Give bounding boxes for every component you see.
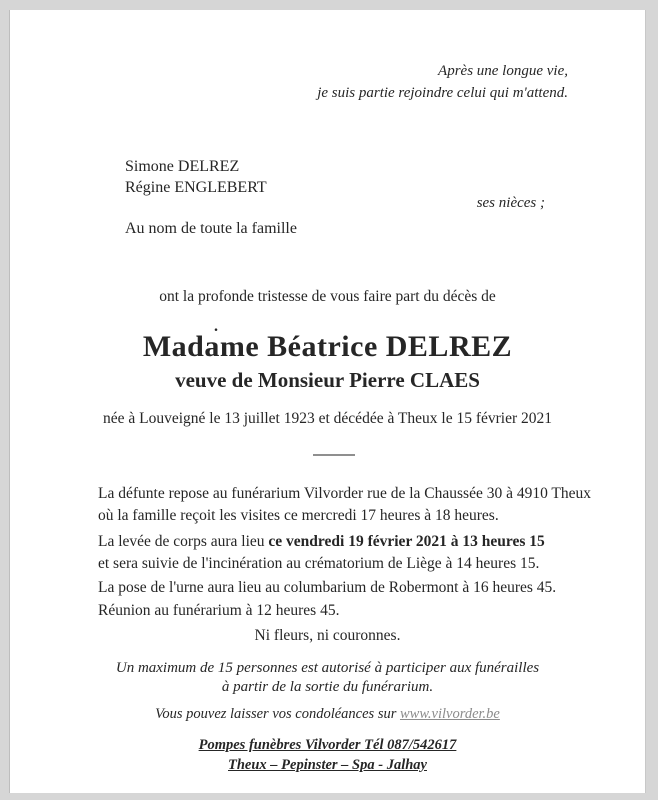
covid-notice-line-2: à partir de la sortie du funérarium. <box>221 679 434 695</box>
relation-label: ses nièces ; <box>476 195 545 211</box>
levee-datetime: ce vendredi 19 février 2021 à 13 heures 15 <box>268 533 545 550</box>
section-divider <box>313 454 355 456</box>
funeral-home-block <box>10 735 645 775</box>
announcement-intro: ont la profonde tristesse de vous faire part du décès de <box>159 288 496 305</box>
condolences-url: www.vilvorder.be <box>399 706 500 722</box>
repose-line-2: où la famille reçoit les visites ce mercredi 17 heures à 18 heures. <box>98 507 499 524</box>
announcer-name-2: Régine ENGLEBERT <box>125 179 267 196</box>
condolences-text: Vous pouvez laisser vos condoléances sur <box>155 706 400 722</box>
stray-mark: . <box>214 318 218 335</box>
deceased-name: Madame Béatrice DELREZ <box>142 330 513 363</box>
urne-line: La pose de l'urne aura lieu au columbarium de Robermont à 16 heures 45. <box>98 579 557 596</box>
announcer-name-1: Simone DELREZ <box>125 158 240 175</box>
deceased-subtitle: veuve de Monsieur Pierre CLAES <box>175 368 480 392</box>
funeral-home-cities: Theux – Pepinster – Spa - Jalhay <box>228 757 427 773</box>
life-dates: née à Louveigné le 13 juillet 1923 et décédée à Theux le 15 février 2021 <box>102 410 553 427</box>
levee-paragraph <box>98 531 545 575</box>
quote-line-1: Après une longue vie, <box>438 63 568 79</box>
covid-notice-line-1: Un maximum de 15 personnes est autorisé à participer aux funérailles <box>115 660 540 676</box>
covid-notice <box>10 659 645 697</box>
condolences-line <box>10 706 645 723</box>
announcer-names <box>125 156 267 198</box>
levee-line-1 <box>98 531 545 553</box>
levee-prefix: La levée de corps aura lieu <box>98 533 269 550</box>
levee-line-2: et sera suivie de l'incinération au crématorium de Liège à 14 heures 15. <box>98 555 540 572</box>
quote-line-2: je suis partie rejoindre celui qui m'attend. <box>317 85 568 101</box>
reunion-line: Réunion au funérarium à 12 heures 45. <box>98 602 340 619</box>
funeral-home-name: Pompes funèbres Vilvorder Tél 087/542617 <box>198 737 457 753</box>
announcement-card <box>10 10 645 793</box>
family-line: Au nom de toute la famille <box>125 220 297 237</box>
opening-quote <box>317 60 568 104</box>
repose-line-1: La défunte repose au funérarium Vilvorder rue de la Chaussée 30 à 4910 Theux <box>98 485 592 502</box>
repose-paragraph <box>98 483 591 527</box>
no-flowers-line: Ni fleurs, ni couronnes. <box>254 627 401 644</box>
